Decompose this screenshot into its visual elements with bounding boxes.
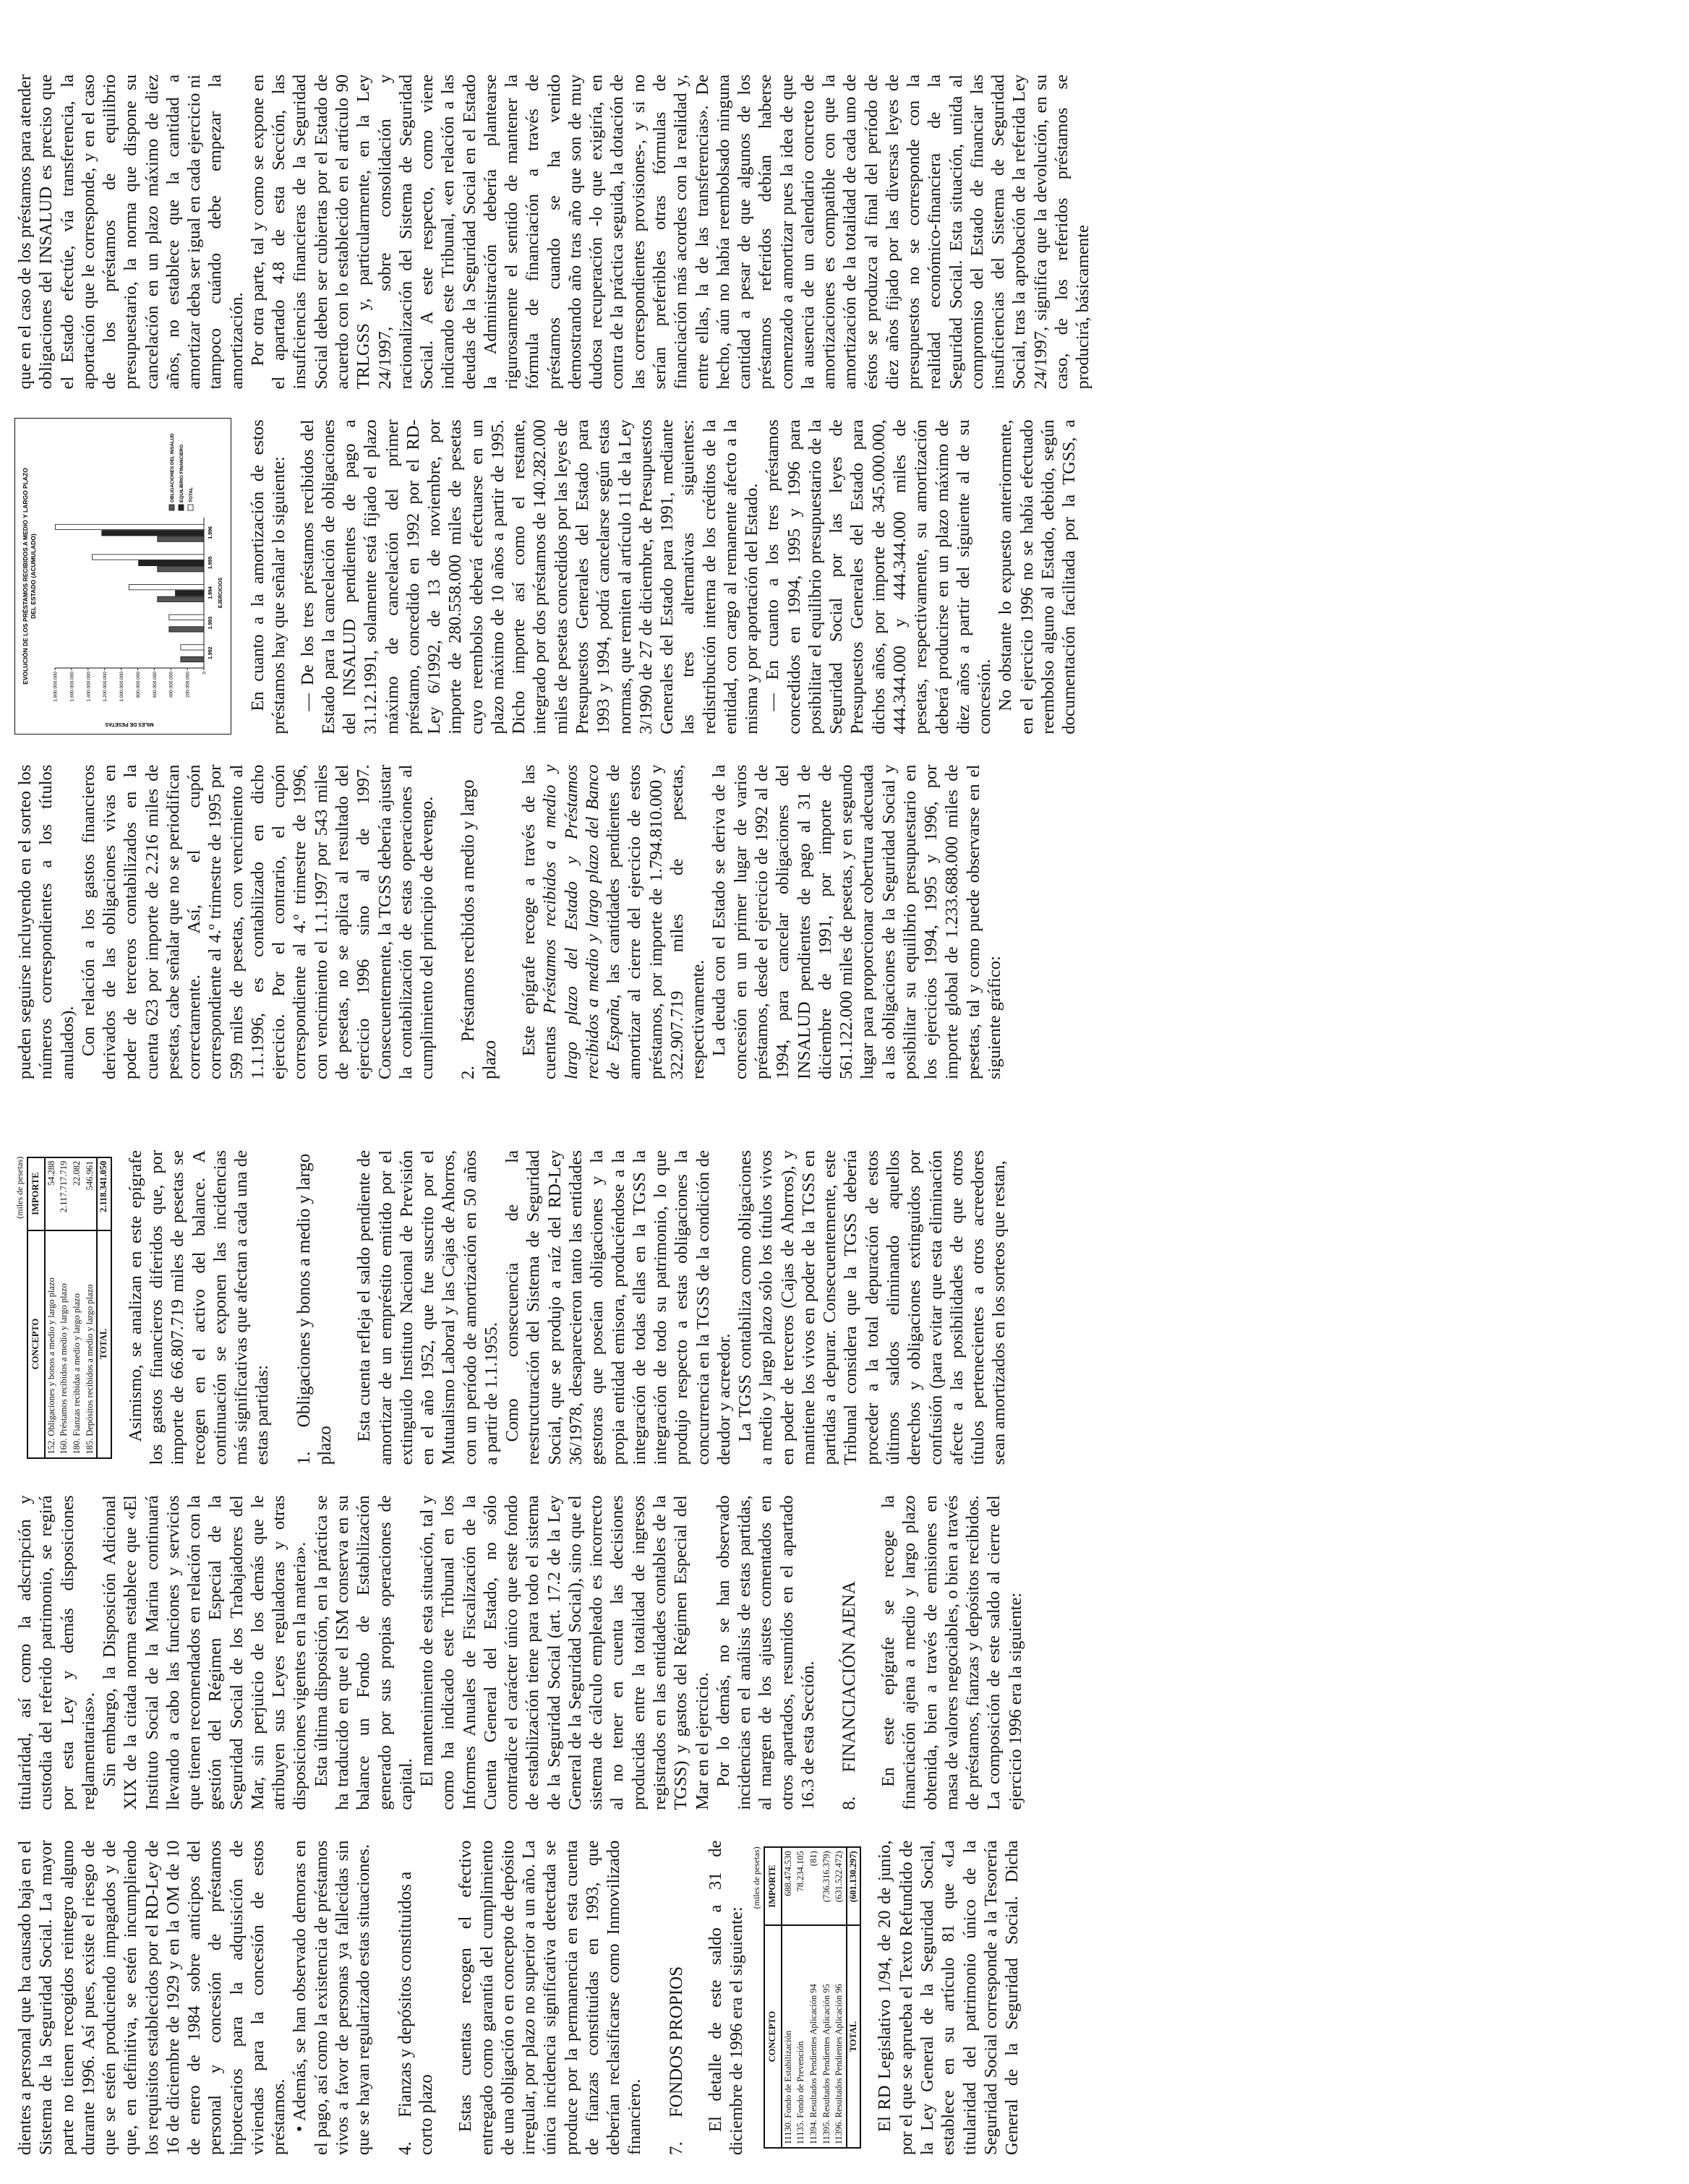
- paragraph: dientes a personal que ha causado baja en el Sistema de la Seguridad Social. La mayor parte no tienen recogidos reintegro alguno durante 1996. Así pues, existe el riesgo de que se estén produciendo impagados y de que, en definitiva, se estén incumpliendo los requisitos establecidos por el RD-Ley de 16 de diciembre de 1929 y en la OM de 10 de enero de 1984 sobre anticipos del personal y concesión de préstamos hipotecarios para la adquisición de viviendas para la concesión de estos préstamos.: [15, 1840, 289, 2155]
- y-axis-label: MILES DE PESETAS: [105, 721, 154, 727]
- row-amount: (736.316.379): [821, 1847, 834, 1924]
- paragraph: Esta última disposición, en la práctica se ha traducido en que el ISM conserva en su balance un Fondo de Estabilización generado por sus propias operaciones de capital.: [311, 1495, 416, 1810]
- row-amount: 78.234.105: [795, 1847, 808, 1924]
- paragraph: — De los tres préstamos recibidos del Estado para la cancelación de obligaciones del INSALUD pendientes de pago a 31.12.1991, solamente está fijado el plazo máximo de cancelación del primer préstamo, concedido en 1992 por el RD-Ley 6/1992, de 13 de noviembre, por importe de 280.558.000 miles de pesetas cuyo reembolso deberá efectuarse en un plazo máximo de 10 años a partir de 1995. Dicho importe así como el restante, integrado por dos préstamos de 140.282.000 miles de pesetas concedidos por las leyes de Presupuestos Generales del Estado para 1993 y 1994, podrá cancelarse según estas normas, que remiten al artículo 11 de la Ley 3/1990 de 27 de diciembre, de Presupuestos Generales del Estado para 1991, mediante las tres alternativas siguientes: redistribución interna de los créditos de la entidad, con cargo al remanente afecto a la misma y por aportación del Estado.: [297, 419, 762, 735]
- x-axis-label: EJERCICIOS: [218, 577, 223, 608]
- chart-title-line-1: EVOLUCIÓN DE LOS PRÉSTAMOS RECIBIDOS A MEDIO Y LARGO PLAZO: [22, 467, 29, 685]
- paragraph: En cuanto a la amortización de estos préstamos hay que señalar lo siguiente:: [248, 419, 289, 735]
- table-row: [84, 1157, 98, 1458]
- row-concept: 11395. Resultados Pendientes Aplicación 95: [821, 1925, 834, 2148]
- paragraph: La TGSS contabiliza como obligaciones a medio y largo plazo sólo los títulos vivos en poder de terceros (Cajas de Ahorros), y mantiene los vivos en poder de la TGSS en partidas a depurar. Consecuentemente, este Tribunal considera que la TGSS debería proceder a la total depuración de estos últimos saldos eliminando aquellos derechos y obligaciones extinguidos por confusión (para evitar que esta eliminación afecte a las posibilidades de que otros títulos pertenecientes a otros acreedores sean amortizados en los sorteos que restan,: [735, 1150, 1009, 1465]
- chart-bar: [158, 536, 204, 541]
- section-heading: [458, 765, 501, 1079]
- total-label: TOTAL: [97, 1230, 111, 1458]
- paragraph: Por otra parte, tal y como se expone en el apartado 4.8 de esta Sección, las insuficiencias financieras de la Seguridad Social deben ser cubiertas por el Estado de acuerdo con lo establecido en el artículo 90 TRLGSS y, particularmente, en la Ley 24/1997, sobre consolidación y racionalización del Sistema de Seguridad Social. A este respecto, como viene indicando este Tribunal, «en relación a las deudas de la Seguridad Social en el Estado la Administración debería plantearse rigurosamente el sentido de mantener la fórmula de financiación a través de préstamos cuando se ha venido demostrando año tras año que son de muy dudosa recuperación -lo que exigiría, en contra de la práctica seguida, la dotación de las correspondientes provisiones-, y si no serían preferibles otras fórmulas de financiación más acordes con la realidad y, entre ellas, la de las transferencias». De hecho, aún no había reembolsado ninguna cantidad a pesar de que algunos de los préstamos referidos debían haberse comenzado a amortizar pues la idea de que la ausencia de un calendario concreto de amortizaciones es compatible con que la amortización de la totalidad de cada uno de éstos se produzca al final del período de diez años fijado por las diversas leyes de presupuestos no se corresponde con la realidad económico-financiera de la Seguridad Social. Esta situación, unida al compromiso del Estado de financiar las insuficiencias del Sistema de Seguridad Social, tras la aprobación de la referida Ley 24/1997, significa que la devolución, en su caso, de los referidos préstamos se producirá, básicamente: [247, 74, 1093, 390]
- total-amount: 2.118.341.050: [97, 1157, 111, 1230]
- paragraph: pueden seguirse incluyendo en el sorteo los números correspondientes a los títulos anulados).: [15, 764, 77, 1079]
- y-tick-label: 1.800.000.000: [53, 671, 59, 702]
- table-header-concept: CONCEPTO: [27, 1230, 45, 1458]
- chart-bar: [56, 524, 204, 529]
- chart-bar: [181, 656, 204, 661]
- row-amount: (631.522.472): [833, 1847, 847, 1924]
- section-number: 2.: [458, 1066, 479, 1079]
- x-tick-label: 1.995: [208, 556, 213, 569]
- row-concept: 160. Préstamos recibidos a medio y largo plazo: [58, 1230, 71, 1458]
- chart-bar: [158, 596, 204, 601]
- italic-account-names: Préstamos recibidos a medio y largo plazo del Estado y Préstamos recibidos a medio y largo plazo del Banco de España: [540, 764, 624, 1079]
- row-concept: 11130. Fondo de Estabilización: [782, 1925, 795, 2148]
- legend-label: OBLIGACIONES DEL INSALUD: [170, 433, 175, 502]
- table-units: (miles de pesetas): [14, 1156, 25, 1219]
- y-tick-label: 200.000.000: [185, 671, 191, 698]
- x-tick-label: 1.992: [208, 646, 213, 659]
- section-title: FINANCIACIÓN AJENA: [839, 1581, 860, 1773]
- left-page-text: [14, 1150, 1026, 2155]
- paragraph: Sin embargo, la Disposición Adicional XIX de la citada norma establece que «El Instituto Social de la Marina continuará llevando a cabo las funciones y servicios que tienen recomendados en relación con la gestión del Régimen Especial de la Seguridad Social de los Trabajadores del Mar, sin perjuicio de los demás que le atribuyen sus Leyes reguladoras y otras disposiciones vigentes en la materia».: [100, 1495, 310, 1810]
- table-total-row: [847, 1847, 861, 2148]
- loans-chart: [14, 419, 231, 734]
- paragraph: Esta cuenta refleja el saldo pendiente de amortizar de un empréstito emitido por el extinguido Instituto Nacional de Previsión en el año 1952, que fue suscrito por el Mutualismo Laboral y las Cajas de Ahorros, con un período de amortización en 50 años a partir de 1.1.1955.: [354, 1150, 501, 1465]
- paragraph: Como consecuencia de la reestructuración del Sistema de Seguridad Social, que se produjo a raíz del RD-Ley 36/1978, desaparecieron tanto las entidades gestoras que poseían obligaciones y la propia entidad emisora, produciéndose a la integración de todas ellas en la TGSS la integración de todo su patrimonio, lo que produjo respecto a estas obligaciones la concurrencia en la TGSS de la condición de deudor y acreedor.: [503, 1150, 734, 1465]
- paragraph: El mantenimiento de esta situación, tal y como ha indicado este Tribunal en los Informes Anuales de Fiscalización de la Cuenta General del Estado, no sólo contradice el carácter único que este fondo de estabilización tiene para todo el sistema de la Seguridad Social (art. 17.2 de la Ley General de la Seguridad Social), sino que el sistema de cálculo empleado es incorrecto al no tener en cuenta las decisiones producidas entre la totalidad de ingresos registrados en las entidades contables de la TGSS) y gastos del Régimen Especial del Mar en el ejercicio.: [417, 1495, 712, 1810]
- table-header-amount: IMPORTE: [764, 1847, 782, 1924]
- row-amount: 2.117.717.719: [58, 1157, 71, 1230]
- y-tick-label: 1.600.000.000: [69, 671, 75, 702]
- paragraph: — En cuanto a los tres préstamos concedidos en 1994, 1995 y 1996 para posibilitar el equilibrio presupuestario de la Seguridad Social por las leyes de Presupuestos Generales del Estado para dichos años, por importe de 345.000.000, 444.344.000 y 444.344.000 miles de pesetas, respectivamente, su amortización deberá producirse en un plazo máximo de diez años a partir del siguiente al de su concesión.: [763, 419, 995, 735]
- table-row: [795, 1847, 808, 2148]
- chart-bar: [102, 530, 204, 535]
- paragraph: Estas cuentas recogen el efectivo entregado como garantía del cumplimiento de una obligación o en concepto de depósito irregular, por plazo no superior a un año. La única incidencia significativa detectada se produce por la permanencia en esta cuenta de fianzas constituidas en 1993, que deberían reclasificarse como Inmovilizado financiero.: [456, 1840, 645, 2155]
- y-tick-label: 0: [202, 671, 208, 675]
- section-title: Fianzas y depósitos constituidos a corto plazo: [395, 1871, 437, 2155]
- section-number: 8.: [839, 1796, 860, 1810]
- x-tick-label: 1.993: [208, 616, 213, 630]
- table-units: (miles de pesetas): [751, 1846, 762, 1909]
- paragraph: Asimismo, se analizan en este epígrafe los gastos financieros diferidos que, por importe de 66.807.719 miles de pesetas se recogen en el activo del balance. A continuación se exponen las incidencias más significativas que afectan a cada una de estas partidas:: [125, 1150, 273, 1465]
- paragraph: El RD Legislativo 1/94, de 20 de junio, por el que se aprueba el Texto Refundido de la Ley General de la Seguridad Social, establece en su artículo 81 que «La titularidad del patrimonio único de la Seguridad Social corresponde a la Tesorería General de la Seguridad Social. Dicha titularidad, así como la adscripción y custodia del referido patrimonio, se regirá por esta Ley y demás disposiciones reglamentarias».: [15, 1495, 1022, 2155]
- legend-swatch: [179, 505, 184, 510]
- table-row: [833, 1847, 847, 2148]
- x-tick-label: 1.996: [208, 526, 213, 539]
- table-row: [58, 1157, 71, 1458]
- row-concept: 185. Depósitos recibidos a medio y largo plazo: [84, 1230, 98, 1458]
- table-row: [45, 1157, 59, 1458]
- financiacion-ajena-table: [14, 1157, 112, 1459]
- paragraph: Por lo demás, no se han observado incidencias en el análisis de estas partidas, al margen de los ajustes comentados en otros apartados, resumidos en el apartado 16.3 de esta Sección.: [713, 1495, 818, 1810]
- section-title: Obligaciones y bonos a medio y largo plazo: [294, 1153, 335, 1465]
- row-amount: 546.961: [84, 1157, 98, 1230]
- legend-label: EQUILIBRIO FINANCIERO: [179, 444, 184, 502]
- section-heading: [839, 1495, 860, 1810]
- row-concept: 180. Fianzas recibidas a medio y largo plazo: [71, 1230, 84, 1458]
- table-row: [808, 1847, 821, 2148]
- text-run: , las cantidades pendientes de amortizar al cierre del ejercicio de estos préstamos, por importe de 1.794.810.000 y 322.907.719 miles de pesetas, respectivamente.: [604, 764, 709, 1079]
- y-tick-label: 400.000.000: [168, 671, 174, 698]
- row-concept: 11396. Resultados Pendientes Aplicación 96: [833, 1925, 847, 2148]
- row-amount: 22.082: [71, 1157, 84, 1230]
- y-tick-label: 800.000.000: [135, 671, 141, 698]
- section-title: Préstamos recibidos a medio y largo plazo: [458, 779, 500, 1079]
- table-row: [782, 1847, 795, 2148]
- chart-bar: [139, 560, 204, 565]
- section-number: 1.: [294, 1451, 314, 1465]
- chart-bar: [176, 591, 204, 596]
- chart-bar: [158, 566, 204, 571]
- section-number: 7.: [666, 2141, 686, 2155]
- y-tick-label: 600.000.000: [152, 671, 158, 698]
- text-run: Este epígrafe recoge a través de las cuentas: [519, 764, 560, 1079]
- table-row: [71, 1157, 84, 1458]
- row-amount: 688.474.530: [782, 1847, 795, 1924]
- paragraph: El detalle de este saldo a 31 de diciembre de 1996 era el siguiente:: [705, 1840, 746, 2155]
- table-total-row: [97, 1157, 111, 1458]
- paragraph: [518, 765, 709, 1079]
- chart-bar: [181, 644, 204, 649]
- row-concept: 11135. Fondo de Prevención: [795, 1925, 808, 2148]
- spacer: [290, 419, 297, 734]
- paragraph: No obstante lo expuesto anteriormente, en el ejercicio 1996 no se había efectuado reembolso alguno al Estado, debido, según documentación facilitada por la TGSS, a que en el caso de los préstamos para atender obligaciones del INSALUD es preciso que el Estado efectúe, vía transferencia, la aportación que le corresponde, y en el caso de los préstamos de equilibrio presupuestario, la norma que dispone su cancelación en un plazo máximo de diez años, no establece que la cantidad a amortizar deba ser igual en cada ejercicio ni tampoco cuándo debe empezar la amortización.: [15, 74, 1079, 735]
- chart-bar: [169, 614, 204, 620]
- fondos-propios-table: [751, 1846, 861, 2149]
- row-amount: (81): [808, 1847, 821, 1924]
- legend-swatch: [169, 505, 174, 510]
- paragraph: Con relación a los gastos financieros derivados de las obligaciones vivas en poder de terceros contabilizados en la cuenta 623 por importe de 2.216 miles de pesetas, cabe señalar que no se periodifican correctamente. Así, el cupón correspondiente al 4.º trimestre de 1995 por 599 miles de pesetas, con vencimiento al 1.1.1996, es contabilizado en dicho ejercicio. Por el contrario, el cupón correspondiente al 4.º trimestre de 1996, con vencimiento el 1.1.1997 por 543 miles de pesetas, no se aplica al resultado del ejercicio 1996 sino al de 1997. Consecuentemente, la TGSS debería ajustar la contabilización de estas operaciones al cumplimiento del principio de devengo.: [78, 764, 437, 1079]
- chart-bar: [169, 626, 204, 631]
- y-tick-label: 1.000.000.000: [119, 671, 125, 702]
- paragraph: La deuda con el Estado se deriva de la concesión en un primer lugar de varios préstamos, desde el ejercicio de 1992 al de 1994, para cancelar obligaciones del INSALUD pendientes de pago al 31 de diciembre de 1991, por importe de 561.122.000 miles de pesetas, y en segundo lugar para proporcionar cobertura adecuada a las obligaciones de la Seguridad Social y posibilitar su equilibrio presupuestario en los ejercicios 1994, 1995 y 1996, por importe global de 1.233.688.000 miles de pesetas, tal y como puede observarse en el siguiente gráfico:: [709, 764, 1004, 1079]
- table-header-amount: IMPORTE: [27, 1157, 45, 1230]
- section-heading: [395, 1841, 438, 2155]
- paragraph: • Además, se han observado demoras en el pago, así como la existencia de préstamos vivos a favor de personas ya fallecidas sin que se hayan regularizado estas situaciones.: [290, 1840, 374, 2155]
- table-header-concept: CONCEPTO: [764, 1925, 782, 2148]
- legend-swatch: [188, 505, 193, 510]
- section-number: 4.: [395, 2141, 415, 2155]
- y-tick-label: 1.400.000.000: [86, 671, 92, 702]
- section-title: FONDOS PROPIOS: [666, 1966, 686, 2117]
- total-label: TOTAL: [847, 1925, 861, 2148]
- x-tick-label: 1.994: [208, 586, 213, 599]
- row-amount: 54.288: [45, 1157, 59, 1230]
- chart-svg: [14, 418, 231, 735]
- chart-bar: [129, 584, 204, 589]
- row-concept: 11394. Resultados Pendientes Aplicación 94: [808, 1925, 821, 2148]
- paragraph: En este epígrafe se recoge la financiación ajena a medio y largo plazo obtenida, bien a través de emisiones en masa de valores negociables, o bien a través de préstamos, fianzas y depósitos recibidos. La composición de este saldo al cierre del ejercicio 1996 era la siguiente:: [878, 1495, 1025, 1810]
- row-concept: 152. Obligaciones y bonos a medio y largo plazo: [45, 1230, 59, 1458]
- chart-bar: [92, 554, 204, 560]
- right-page-text: [14, 74, 1094, 1079]
- y-tick-label: 1.200.000.000: [103, 671, 108, 702]
- section-heading: [294, 1150, 337, 1465]
- total-amount: (601.130.297): [847, 1847, 861, 1924]
- section-heading: [666, 1841, 688, 2155]
- legend-label: TOTAL: [189, 487, 194, 502]
- table-row: [821, 1847, 834, 2148]
- chart-title-line-2: DEL ESTADO (ACUMULADO): [30, 533, 37, 619]
